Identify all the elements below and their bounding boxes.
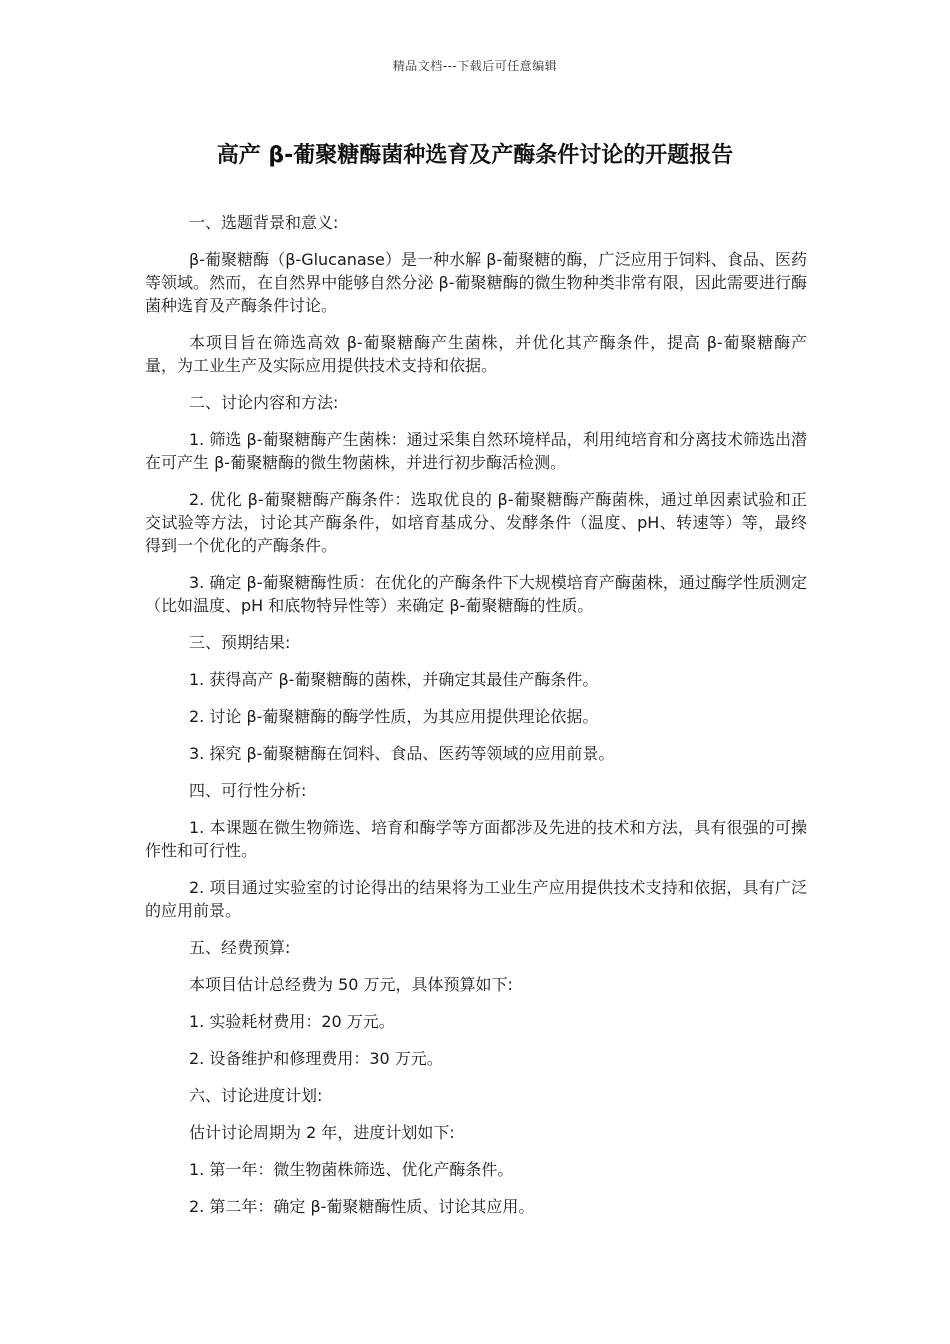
list-item-result-3: 3. 探究 β-葡聚糖酶在饲料、食品、医药等领域的应用前景。 [189,744,615,763]
page-header-note: 精品文档---下载后可任意编辑 [392,59,558,73]
list-item-schedule-1: 1. 第一年：微生物菌株筛选、优化产酶条件。 [189,1160,514,1179]
list-item-schedule-2: 2. 第二年：确定 β-葡聚糖酶性质、讨论其应用。 [189,1197,535,1216]
list-item-method-1: 1. 筛选 β-葡聚糖酶产生菌株：通过采集自然环境样品，利用纯培育和分离技术筛选出潜在可产生 β-葡聚糖酶的微生物菌株，并进行初步酶活检测。 [145,430,807,472]
section-heading-background: 一、选题背景和意义: [189,213,339,232]
section-heading-feasibility: 四、可行性分析: [189,781,307,800]
paragraph-budget-total: 本项目估计总经费为 50 万元，具体预算如下: [189,975,513,994]
list-item-feasibility-2: 2. 项目通过实验室的讨论得出的结果将为工业生产应用提供技术支持和依据，具有广泛的应用前景。 [145,878,807,920]
section-heading-expected-results: 三、预期结果: [189,633,291,652]
document-body [145,211,807,1232]
paragraph-schedule-period: 估计讨论周期为 2 年，进度计划如下: [189,1123,455,1142]
section-heading-schedule: 六、讨论进度计划: [189,1086,323,1105]
list-item-budget-2: 2. 设备维护和修理费用：30 万元。 [189,1049,443,1068]
section-heading-budget: 五、经费预算: [189,938,291,957]
list-item-feasibility-1: 1. 本课题在微生物筛选、培育和酶学等方面都涉及先进的技术和方法，具有很强的可操作性和可行性。 [145,818,807,860]
paragraph-project-aim: 本项目旨在筛选高效 β-葡聚糖酶产生菌株，并优化其产酶条件，提高 β-葡聚糖酶产量，为工业生产及实际应用提供技术支持和依据。 [145,333,807,375]
document-title: 高产 β-葡聚糖酶菌种选育及产酶条件讨论的开题报告 [216,143,734,168]
list-item-result-2: 2. 讨论 β-葡聚糖酶的酶学性质，为其应用提供理论依据。 [189,707,599,726]
list-item-result-1: 1. 获得高产 β-葡聚糖酶的菌株，并确定其最佳产酶条件。 [189,670,599,689]
section-heading-methods: 二、讨论内容和方法: [189,393,339,412]
list-item-budget-1: 1. 实验耗材费用：20 万元。 [189,1012,395,1031]
list-item-method-2: 2. 优化 β-葡聚糖酶产酶条件：选取优良的 β-葡聚糖酶产酶菌株，通过单因素试验和正交试验等方法，讨论其产酶条件，如培育基成分、发酵条件（温度、pH、转速等）等，最终得到一个优化的产酶条件。 [145,490,807,555]
paragraph-background: β-葡聚糖酶（β-Glucanase）是一种水解 β-葡聚糖的酶，广泛应用于饲料、食品、医药等领域。然而，在自然界中能够自然分泌 β-葡聚糖酶的微生物种类非常有限，因此需要进行酶菌种选育及产酶条件讨论。 [145,250,807,315]
list-item-method-3: 3. 确定 β-葡聚糖酶性质：在优化的产酶条件下大规模培育产酶菌株，通过酶学性质测定（比如温度、pH 和底物特异性等）来确定 β-葡聚糖酶的性质。 [145,573,807,615]
